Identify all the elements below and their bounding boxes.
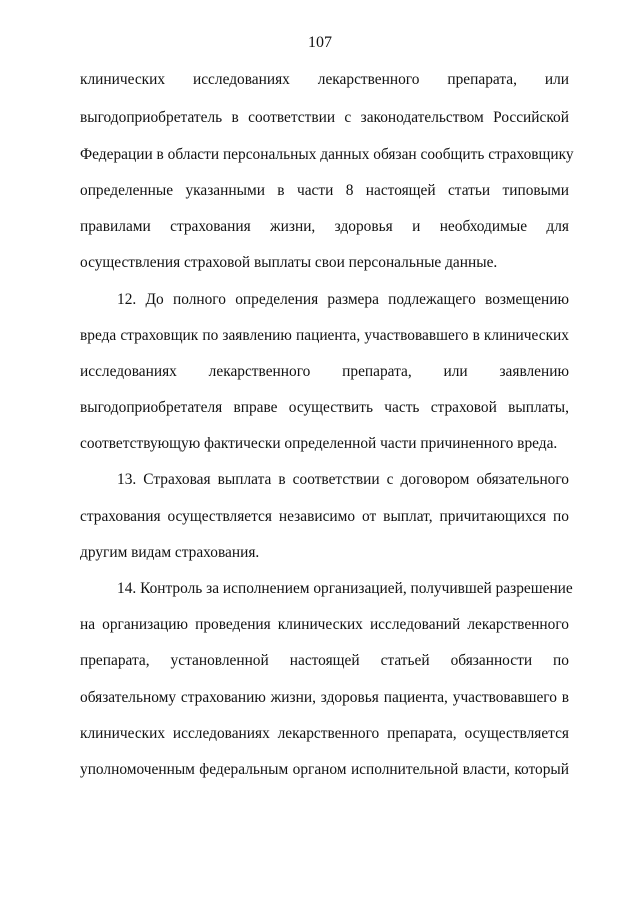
text-line: другим видам страхования. (80, 544, 260, 561)
text-line: уполномоченным федеральным органом исполнительной власти, который (80, 761, 569, 778)
text-line: определенные указанными в части 8 настоящей статьи типовыми (80, 182, 569, 199)
text-line: клинических исследованиях лекарственного препарата, осуществляется (80, 725, 569, 742)
text-line: страхования осуществляется независимо от выплат, причитающихся по (80, 508, 569, 525)
text-line: обязательному страхованию жизни, здоровья пациента, участвовавшего в (80, 689, 569, 706)
text-line: на организацию проведения клинических исследований лекарственного (80, 616, 569, 633)
text-line: вреда страховщик по заявлению пациента, участвовавшего в клинических (80, 327, 569, 344)
text-line: Федерации в области персональных данных обязан сообщить страховщику (80, 146, 574, 163)
text-line: 12. До полного определения размера подлежащего возмещению (117, 291, 569, 308)
text-line: осуществления страховой выплаты свои персональные данные. (80, 254, 498, 271)
page-number: 107 (308, 34, 332, 51)
text-line: выгодоприобретателя вправе осуществить часть страховой выплаты, (80, 399, 569, 416)
text-line: соответствующую фактически определенной части причиненного вреда. (80, 435, 558, 452)
text-line: исследованиях лекарственного препарата, или заявлению (80, 363, 569, 380)
text-line: 13. Страховая выплата в соответствии с договором обязательного (117, 471, 569, 488)
text-line: 14. Контроль за исполнением организацией, получившей разрешение (117, 580, 573, 597)
text-line: выгодоприобретатель в соответствии с законодательством Российской (80, 109, 569, 126)
text-line: клинических исследованиях лекарственного препарата, или (80, 71, 569, 88)
text-line: правилами страхования жизни, здоровья и необходимые для (80, 218, 569, 235)
text-line: препарата, установленной настоящей статьей обязанности по (80, 652, 569, 669)
